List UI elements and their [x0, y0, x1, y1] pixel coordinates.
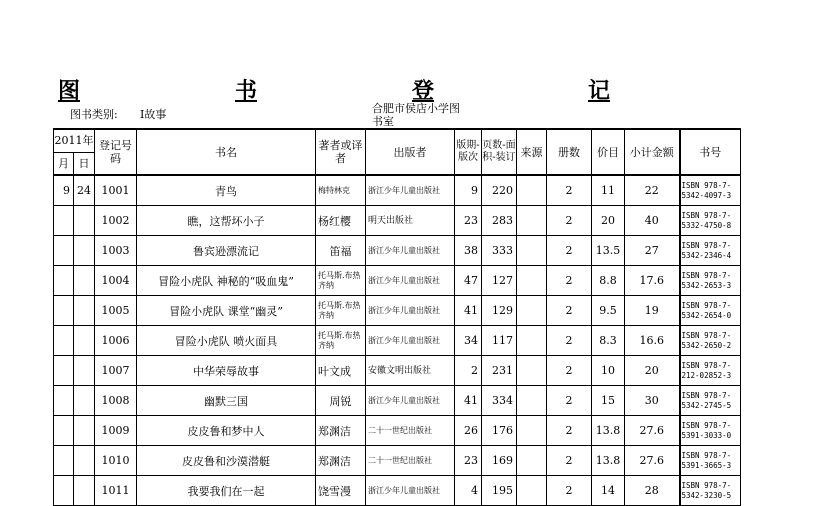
school-name: 合肥市侯店小学图书室: [372, 102, 460, 128]
subtotal-cell: 27: [625, 236, 680, 266]
source-header: 来源: [517, 129, 547, 175]
title-char: 记: [588, 78, 611, 104]
isbn-cell: ISBN 978-7-5391-3665-3: [680, 446, 741, 476]
price-cell: 13.8: [592, 446, 625, 476]
pages-cell: 231: [482, 356, 517, 386]
price-cell: 10: [592, 356, 625, 386]
price-header: 价目: [592, 129, 625, 175]
book-name-cell: 冒险小虎队 神秘的“吸血鬼”: [137, 266, 316, 296]
subtotal-cell: 16.6: [625, 326, 680, 356]
table-row: [54, 236, 741, 266]
price-cell: 20: [592, 206, 625, 236]
source-cell: [517, 416, 547, 446]
reg-no-cell: 1006: [95, 326, 137, 356]
category-label: 图书类别:: [70, 108, 118, 121]
title-char: 书: [235, 78, 258, 104]
price-cell: 9.5: [592, 296, 625, 326]
copies-header: 册数: [547, 129, 592, 175]
author-cell: 饶雪漫: [316, 476, 366, 506]
price-cell: 15: [592, 386, 625, 416]
month-cell: 9: [54, 175, 74, 206]
pages-cell: 334: [482, 386, 517, 416]
isbn-cell: ISBN 978-7-212-02852-3: [680, 356, 741, 386]
subtotal-cell: 40: [625, 206, 680, 236]
price-cell: 8.3: [592, 326, 625, 356]
copies-cell: 2: [547, 206, 592, 236]
isbn-cell: ISBN 978-7-5391-3033-0: [680, 416, 741, 446]
day-header: 日: [74, 152, 95, 175]
reg-no-cell: 1008: [95, 386, 137, 416]
reg-no-cell: 1011: [95, 476, 137, 506]
publisher-cell: 浙江少年儿童出版社: [366, 296, 455, 326]
reg-no-cell: 1001: [95, 175, 137, 206]
day-cell: [74, 266, 95, 296]
table-row: [54, 175, 741, 206]
author-cell: 杨红樱: [316, 206, 366, 236]
edition-cell: 34: [455, 326, 482, 356]
book-name-cell: 中华荣辱故事: [137, 356, 316, 386]
month-cell: [54, 386, 74, 416]
edition-cell: 23: [455, 446, 482, 476]
table-row: [54, 206, 741, 236]
book-name-cell: 我要我们在一起: [137, 476, 316, 506]
title-char: 登: [412, 78, 435, 104]
month-cell: [54, 416, 74, 446]
table-row: [54, 296, 741, 326]
reg-no-cell: 1004: [95, 266, 137, 296]
month-cell: [54, 326, 74, 356]
reg-no-cell: 1007: [95, 356, 137, 386]
title-char: 图: [58, 78, 81, 104]
month-cell: [54, 236, 74, 266]
table-row: [54, 266, 741, 296]
publisher-cell: 浙江少年儿童出版社: [366, 236, 455, 266]
isbn-cell: ISBN 978-7-5332-4750-8: [680, 206, 741, 236]
author-cell: 梅特林克: [316, 175, 366, 206]
author-cell: 周锐: [316, 386, 366, 416]
isbn-cell: ISBN 978-7-5342-3230-5: [680, 476, 741, 506]
subtotal-header: 小计金额: [625, 129, 680, 175]
copies-cell: 2: [547, 446, 592, 476]
day-cell: [74, 476, 95, 506]
subtotal-cell: 28: [625, 476, 680, 506]
source-cell: [517, 236, 547, 266]
edition-cell: 23: [455, 206, 482, 236]
pages-cell: 117: [482, 326, 517, 356]
copies-cell: 2: [547, 416, 592, 446]
pages-cell: 129: [482, 296, 517, 326]
isbn-cell: ISBN 978-7-5342-4097-3: [680, 175, 741, 206]
price-cell: 13.8: [592, 416, 625, 446]
category-value: I故事: [140, 108, 167, 121]
price-cell: 8.8: [592, 266, 625, 296]
month-cell: [54, 446, 74, 476]
edition-cell: 9: [455, 175, 482, 206]
copies-cell: 2: [547, 476, 592, 506]
day-cell: [74, 326, 95, 356]
author-cell: 托马斯.布热齐纳: [316, 266, 366, 296]
edition-cell: 38: [455, 236, 482, 266]
price-cell: 14: [592, 476, 625, 506]
edition-cell: 4: [455, 476, 482, 506]
author-cell: 托马斯.布热齐纳: [316, 326, 366, 356]
day-cell: [74, 206, 95, 236]
book-name-cell: 皮皮鲁和沙漠潜艇: [137, 446, 316, 476]
publisher-cell: 浙江少年儿童出版社: [366, 326, 455, 356]
publisher-cell: 浙江少年儿童出版社: [366, 386, 455, 416]
source-cell: [517, 476, 547, 506]
day-cell: [74, 416, 95, 446]
source-cell: [517, 296, 547, 326]
reg-no-cell: 1009: [95, 416, 137, 446]
author-cell: 托马斯.布热齐纳: [316, 296, 366, 326]
edition-cell: 2: [455, 356, 482, 386]
pages-cell: 333: [482, 236, 517, 266]
pages-cell: 283: [482, 206, 517, 236]
table-row: [54, 326, 741, 356]
copies-cell: 2: [547, 266, 592, 296]
page-title: [0, 74, 824, 104]
table-row: [54, 416, 741, 446]
author-cell: 郑渊洁: [316, 446, 366, 476]
copies-cell: 2: [547, 356, 592, 386]
day-cell: [74, 356, 95, 386]
reg-no-cell: 1005: [95, 296, 137, 326]
edition-cell: 47: [455, 266, 482, 296]
copies-cell: 2: [547, 175, 592, 206]
copies-cell: 2: [547, 296, 592, 326]
day-cell: [74, 296, 95, 326]
source-cell: [517, 206, 547, 236]
publisher-cell: 二十一世纪出版社: [366, 446, 455, 476]
table-row: [54, 476, 741, 506]
publisher-cell: 浙江少年儿童出版社: [366, 175, 455, 206]
price-cell: 13.5: [592, 236, 625, 266]
publisher-cell: 安徽文明出版社: [366, 356, 455, 386]
month-cell: [54, 206, 74, 236]
book-name-cell: 鲁宾逊漂流记: [137, 236, 316, 266]
edition-cell: 41: [455, 296, 482, 326]
month-header: 月: [54, 152, 74, 175]
book-name-cell: 冒险小虎队 课堂“幽灵”: [137, 296, 316, 326]
isbn-cell: ISBN 978-7-5342-2654-0: [680, 296, 741, 326]
reg-no-cell: 1003: [95, 236, 137, 266]
pages-cell: 169: [482, 446, 517, 476]
month-cell: [54, 266, 74, 296]
subtotal-cell: 19: [625, 296, 680, 326]
publisher-cell: 明天出版社: [366, 206, 455, 236]
pages-header: 页数-面积-装订: [482, 129, 517, 175]
subtotal-cell: 27.6: [625, 416, 680, 446]
reg-no-cell: 1010: [95, 446, 137, 476]
day-cell: 24: [74, 175, 95, 206]
source-cell: [517, 386, 547, 416]
day-cell: [74, 386, 95, 416]
edition-cell: 41: [455, 386, 482, 416]
subtotal-cell: 27.6: [625, 446, 680, 476]
reg-no-cell: 1002: [95, 206, 137, 236]
table-row: [54, 386, 741, 416]
edition-cell: 26: [455, 416, 482, 446]
year-header: 2011年: [54, 129, 95, 152]
isbn-cell: ISBN 978-7-5342-2650-2: [680, 326, 741, 356]
isbn-cell: ISBN 978-7-5342-2653-3: [680, 266, 741, 296]
publisher-cell: 浙江少年儿童出版社: [366, 266, 455, 296]
pages-cell: 176: [482, 416, 517, 446]
author-cell: 笛福: [316, 236, 366, 266]
table-row: [54, 446, 741, 476]
copies-cell: 2: [547, 326, 592, 356]
book-name-cell: 青鸟: [137, 175, 316, 206]
author-cell: 叶文成: [316, 356, 366, 386]
reg-no-header: 登记号码: [95, 129, 137, 175]
author-header: 著者或译者: [316, 129, 366, 175]
day-cell: [74, 236, 95, 266]
book-name-cell: 皮皮鲁和梦中人: [137, 416, 316, 446]
publisher-cell: 浙江少年儿童出版社: [366, 476, 455, 506]
isbn-cell: ISBN 978-7-5342-2745-5: [680, 386, 741, 416]
month-cell: [54, 356, 74, 386]
isbn-cell: ISBN 978-7-5342-2346-4: [680, 236, 741, 266]
month-cell: [54, 296, 74, 326]
publisher-cell: 二十一世纪出版社: [366, 416, 455, 446]
book-name-header: 书名: [137, 129, 316, 175]
edition-header: 版期-版次: [455, 129, 482, 175]
pages-cell: 195: [482, 476, 517, 506]
subtotal-cell: 30: [625, 386, 680, 416]
publisher-header: 出版者: [366, 129, 455, 175]
month-cell: [54, 476, 74, 506]
source-cell: [517, 356, 547, 386]
book-name-cell: 冒险小虎队 喷火面具: [137, 326, 316, 356]
pages-cell: 220: [482, 175, 517, 206]
subtotal-cell: 17.6: [625, 266, 680, 296]
book-name-cell: 瞧，这帮坏小子: [137, 206, 316, 236]
price-cell: 11: [592, 175, 625, 206]
source-cell: [517, 326, 547, 356]
source-cell: [517, 266, 547, 296]
subtotal-cell: 22: [625, 175, 680, 206]
copies-cell: 2: [547, 236, 592, 266]
day-cell: [74, 446, 95, 476]
source-cell: [517, 175, 547, 206]
copies-cell: 2: [547, 386, 592, 416]
subtotal-cell: 20: [625, 356, 680, 386]
book-name-cell: 幽默三国: [137, 386, 316, 416]
table-row: [54, 356, 741, 386]
pages-cell: 127: [482, 266, 517, 296]
source-cell: [517, 446, 547, 476]
isbn-header: 书号: [680, 129, 741, 175]
book-register-table: [53, 128, 741, 506]
author-cell: 郑渊洁: [316, 416, 366, 446]
